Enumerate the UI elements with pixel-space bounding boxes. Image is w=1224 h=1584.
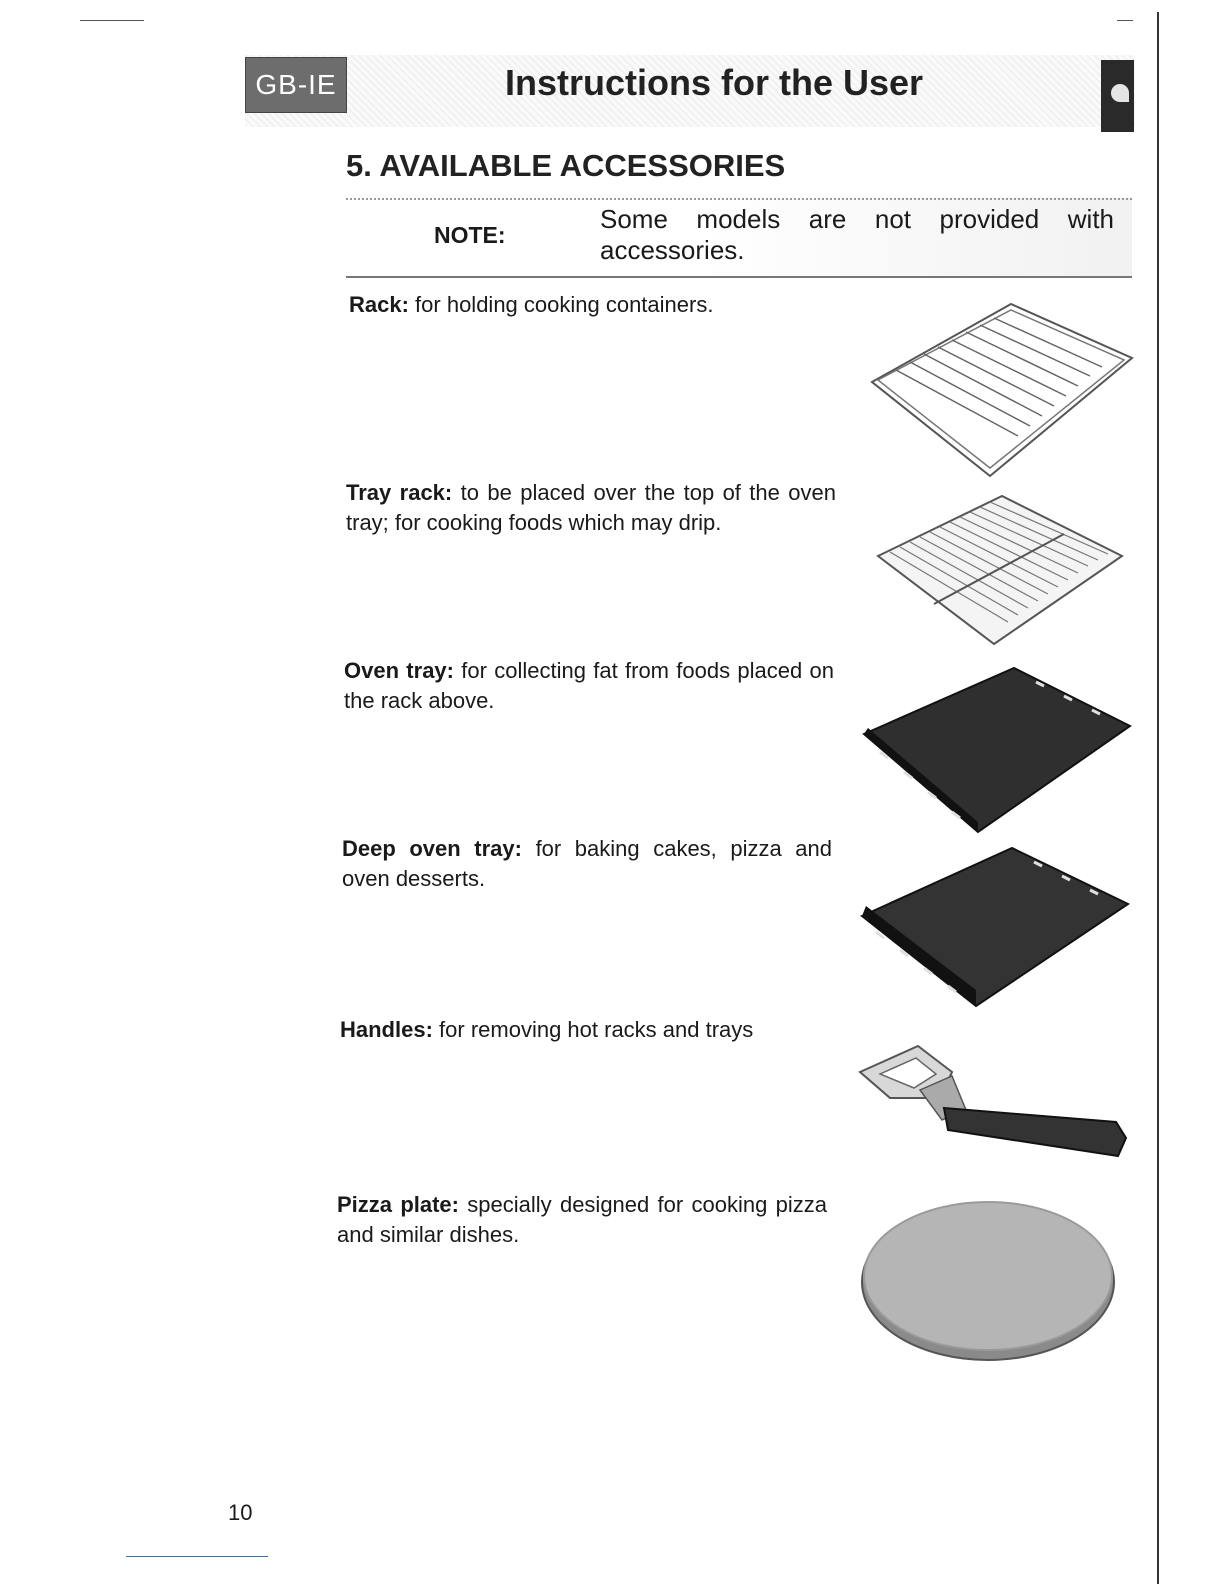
accessory-description: for baking cakes, pizza and oven desserts. xyxy=(342,836,832,891)
footer-rule xyxy=(126,1556,268,1557)
deep-oven-tray-icon xyxy=(858,846,1132,1012)
accessory-description: for holding cooking containers. xyxy=(415,292,714,317)
accessory-description: specially designed for cooking pizza and similar dishes. xyxy=(337,1192,827,1247)
top-left-rule xyxy=(80,20,144,21)
accessory-pizza-plate xyxy=(337,1190,827,1250)
note-label: NOTE: xyxy=(434,222,506,248)
accessory-rack xyxy=(349,290,839,320)
tray-rack-icon xyxy=(874,494,1126,648)
accessory-description: for removing hot racks and trays xyxy=(439,1017,754,1042)
page-number: 10 xyxy=(228,1500,253,1525)
accessory-tray-rack xyxy=(346,478,836,538)
accessory-name: Tray rack: xyxy=(346,480,453,505)
accessory-description: to be placed over the top of the oven tray; for cooking foods which may drip. xyxy=(346,480,836,535)
accessory-name: Rack: xyxy=(349,292,409,317)
language-tag: GB-IE xyxy=(245,57,347,113)
page-title: Instructions for the User xyxy=(505,62,924,103)
accessory-oven-tray xyxy=(344,656,834,716)
note-text: Some models are not provided with accessories. xyxy=(600,204,1114,265)
accessory-name: Handles: xyxy=(340,1017,433,1042)
accessory-handles xyxy=(340,1015,830,1045)
handle-icon xyxy=(856,1038,1130,1168)
accessory-description: for collecting fat from foods placed on the rack above. xyxy=(344,658,834,713)
chapter-tab-icon xyxy=(1101,60,1134,132)
page-edge-line xyxy=(1157,12,1159,1584)
accessory-name: Pizza plate: xyxy=(337,1192,459,1217)
oven-tray-icon xyxy=(860,664,1134,836)
section-heading: 5. AVAILABLE ACCESSORIES xyxy=(346,148,786,183)
rack-icon xyxy=(866,300,1136,480)
accessory-deep-oven-tray xyxy=(342,834,832,894)
accessory-name: Oven tray: xyxy=(344,658,454,683)
pizza-plate-icon xyxy=(860,1198,1120,1362)
accessory-name: Deep oven tray: xyxy=(342,836,522,861)
top-right-rule xyxy=(1117,20,1133,21)
